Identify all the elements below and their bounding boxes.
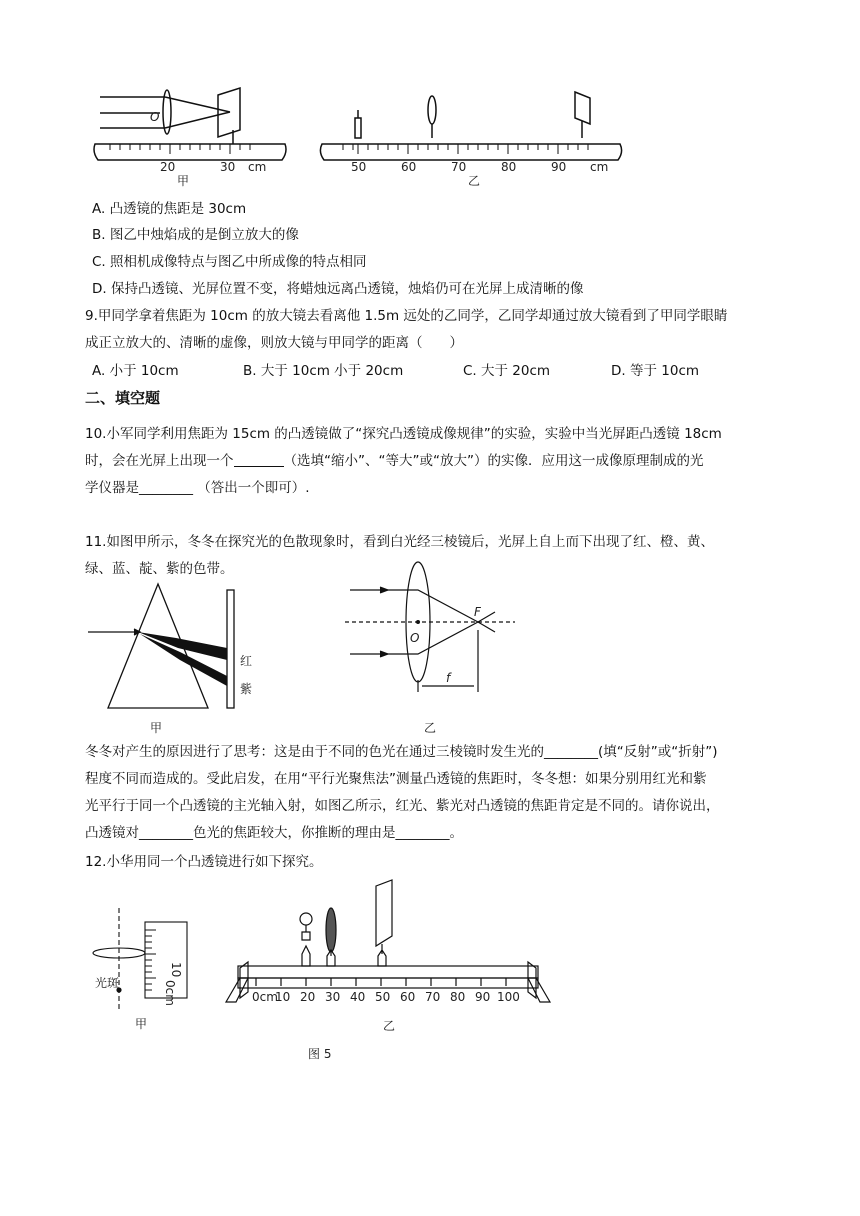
q12-tick-30: 30: [325, 990, 341, 1004]
q11-right-caption: 乙: [424, 721, 437, 735]
q12-figure: [0, 870, 860, 1070]
q11-label-o: O: [410, 631, 420, 645]
q11-line-6: 凸透镜对________色光的焦距较大，你推断的理由是________。: [85, 825, 463, 841]
q8-tick-cm-right: cm: [590, 160, 609, 174]
q12-tick-70: 70: [425, 990, 441, 1004]
q8-left-caption: 甲: [177, 174, 190, 188]
q12-figure-label: 图 5: [308, 1047, 332, 1061]
q8-option-a: A. 凸透镜的焦距是 30cm: [92, 201, 247, 217]
q9-option-b: B. 大于 10cm 小于 20cm: [243, 363, 404, 379]
q11-label-purple: 紫: [240, 682, 253, 696]
q12-tick-40: 40: [350, 990, 366, 1004]
q8-option-c: C. 照相机成像特点与图乙中所成像的特点相同: [92, 254, 367, 270]
q12-label-ten: 10: [169, 962, 183, 978]
q8-right-bench: [320, 92, 621, 160]
q9-option-a: A. 小于 10cm: [92, 363, 179, 379]
q11-label-f-point: F: [474, 605, 481, 619]
q8-tick-50: 50: [351, 160, 367, 174]
q8-tick-cm: cm: [248, 160, 267, 174]
q12-right-caption: 乙: [383, 1019, 396, 1033]
q12-tick-20: 20: [300, 990, 316, 1004]
q12-line-1: 12.小华用同一个凸透镜进行如下探究。: [85, 854, 323, 870]
q12-label-zero-cm: 0cm: [163, 980, 177, 1006]
q8-tick-30: 30: [220, 160, 236, 174]
q12-tick-90: 90: [475, 990, 491, 1004]
q12-label-spot: 光斑: [95, 976, 120, 990]
q8-tick-20: 20: [160, 160, 176, 174]
q8-left-ticks: [110, 144, 250, 154]
q8-tick-80: 80: [501, 160, 517, 174]
q10-line-2-b: （选填“缩小”、“等大”或“放大”）的实像．应用这一成像原理制成的光: [283, 453, 704, 469]
q8-right-caption: 乙: [468, 174, 481, 188]
q11-figure: [0, 580, 860, 740]
q11-lens-center: [416, 620, 420, 624]
q12-tick-50: 50: [375, 990, 391, 1004]
q12-left-caption: 甲: [135, 1017, 148, 1031]
q9-line-2: 成正立放大的、清晰的虚像，则放大镜与甲同学的距离（ ）: [85, 335, 463, 351]
q8-figure: [0, 0, 860, 190]
q11-line-5: 光平行于同一个凸透镜的主光轴入射，如图乙所示，红光、紫光对凸透镜的焦距肯定是不同的。请你说出，: [85, 798, 720, 814]
q9-line-1: 9.甲同学拿着焦距为 10cm 的放大镜去看离他 1.5m 远处的乙同学，乙同学却通过放大镜看到了甲同学眼睛: [85, 308, 728, 324]
q9-option-d: D. 等于 10cm: [611, 363, 700, 379]
q8-tick-60: 60: [401, 160, 417, 174]
q11-label-f-length: f: [446, 671, 451, 685]
section-heading: 二、填空题: [85, 389, 161, 407]
q8-right-ticks: [343, 144, 588, 154]
q12-tick-0: 0cm: [252, 990, 278, 1004]
q12-tick-60: 60: [400, 990, 416, 1004]
q8-option-d: D. 保持凸透镜、光屏位置不变，将蜡烛远离凸透镜，烛焰仍可在光屏上成清晰的像: [92, 281, 584, 297]
q11-line-4: 程度不同而造成的。受此启发，在用“平行光聚焦法”测量凸透镜的焦距时，冬冬想：如果分别用红光和紫: [85, 771, 707, 787]
q10-line-2: [85, 452, 703, 470]
q12-tick-100: 100: [497, 990, 520, 1004]
q11-line-3: 冬冬对产生的原因进行了思考：这是由于不同的色光在通过三棱镜时发生光的________(填“反射”或“折射”): [85, 744, 718, 760]
q8-option-b: B. 图乙中烛焰成的是倒立放大的像: [92, 227, 299, 243]
q8-tick-90: 90: [551, 160, 567, 174]
q11-lens-diagram: [345, 562, 515, 692]
q11-line-1: 11.如图甲所示，冬冬在探究光的色散现象时，看到白光经三棱镜后，光屏上自上而下出现了红、橙、黄、: [85, 534, 714, 550]
q10-line-2-a: 时，会在光屏上出现一个: [85, 453, 234, 469]
q11-line-2: 绿、蓝、靛、紫的色带。: [85, 561, 234, 577]
q12-tick-80: 80: [450, 990, 466, 1004]
q10-line-3: 学仪器是________ （答出一个即可）.: [85, 480, 310, 496]
q12-optical-bench: [226, 880, 550, 1002]
q10-answer-blank[interactable]: [234, 453, 284, 467]
q10-line-1: 10.小军同学利用焦距为 15cm 的凸透镜做了“探究凸透镜成像规律”的实验，实验中当光屏距凸透镜 18cm: [85, 426, 722, 442]
q11-left-caption: 甲: [150, 721, 163, 735]
q8-label-o: O: [150, 110, 160, 124]
q9-option-c: C. 大于 20cm: [463, 363, 551, 379]
q12-tick-10: 10: [275, 990, 291, 1004]
q11-label-red: 红: [240, 654, 253, 668]
q8-tick-70: 70: [451, 160, 467, 174]
q12-bench-ticks: [252, 990, 520, 1004]
